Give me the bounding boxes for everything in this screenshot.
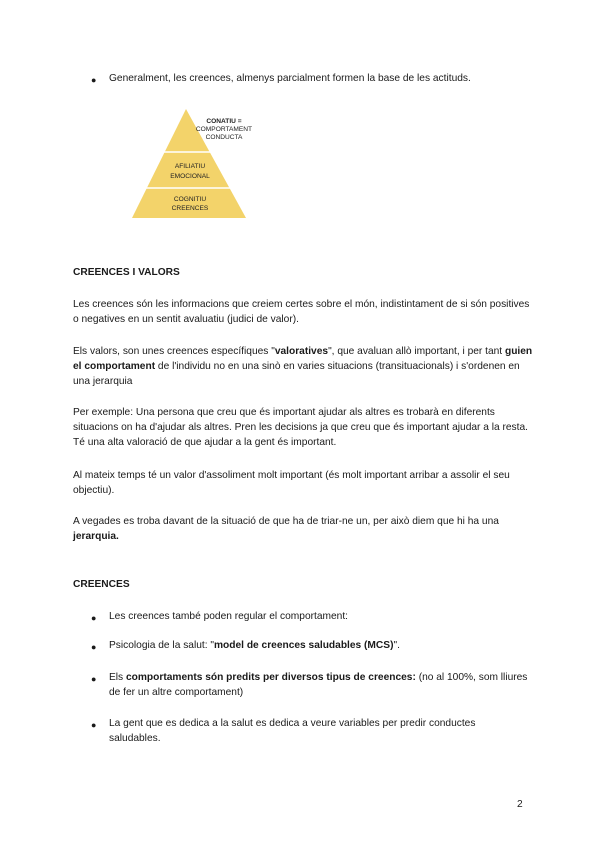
p2-text-a: Els valors, son unes creences específiques " — [73, 346, 275, 357]
bullet-dot: ● — [91, 613, 97, 623]
pyramid-bottom-label-1: COGNITIU — [173, 196, 207, 203]
pyramid-top-label-1: CONATIU = — [206, 118, 242, 125]
pyramid-top-label-2: COMPORTAMENT — [195, 126, 253, 133]
bullet-dot: ● — [91, 75, 97, 85]
intro-bullet-text: Generalment, les creences, almenys parcialment formen la base de les actituds. — [109, 73, 471, 84]
section-heading-creences: CREENCES — [73, 579, 130, 590]
b2-text-a: Psicologia de la salut: " — [109, 640, 214, 651]
attitude-pyramid-diagram — [130, 106, 280, 221]
p2-text-c: ", que avaluan allò important, i per tant — [328, 346, 505, 357]
p5-bold-jerarquia: jerarquia. — [73, 531, 119, 542]
bullet-psicologia-salut — [109, 638, 529, 653]
paragraph-jerarquia — [73, 514, 533, 544]
p2-bold-valoratives: valoratives — [274, 346, 329, 357]
pyramid-top-label-3: CONDUCTA — [205, 134, 243, 141]
bullet-comportaments-predits — [109, 670, 529, 700]
b2-bold-mcs: model de creences saludables (MCS) — [213, 640, 394, 651]
paragraph-exemple: Per exemple: Una persona que creu que és important ajudar als altres es trobarà en diferents situacions on ha d'ajudar als altres. Pren les decisions ja que creu que és important ajudar a la resta. Té una alta valoració de que ajudar a la gent és important. — [73, 407, 528, 448]
bullet-dot: ● — [91, 642, 97, 652]
bullet-dot: ● — [91, 720, 97, 730]
b3-text-c: (no al 100%, som lliures de fer un altre comportament) — [109, 672, 528, 698]
b3-bold-predits: comportaments són predits per diversos tipus de creences: — [125, 672, 416, 683]
page-number: 2 — [517, 799, 523, 810]
bullet-gent-salut: La gent que es dedica a la salut es dedica a veure variables per predir conductes saludables. — [109, 718, 476, 744]
p2-text-e: de l'individu no en una sinò en varies situacions (transituacionals) i s'ordenen en una jerarquia — [73, 361, 520, 387]
p2-bold-guien: guien el comportament — [73, 346, 533, 372]
section-heading-creences-valors: CREENCES I VALORS — [73, 267, 180, 278]
pyramid-mid-label-1: AFILIATIU — [174, 163, 206, 170]
bullet-regular-comportament: Les creences també poden regular el comportament: — [109, 611, 348, 622]
pyramid-mid-label-2: EMOCIONAL — [170, 173, 210, 180]
pyramid-bottom-label-2: CREENCES — [171, 205, 209, 212]
b2-text-c: ". — [393, 640, 400, 651]
bullet-dot: ● — [91, 674, 97, 684]
paragraph-valors — [73, 344, 533, 389]
paragraph-creences-definition: Les creences són les informacions que creiem certes sobre el món, indistintament de si són positives o negatives en un sentit avaluatiu (judici de valor). — [73, 299, 530, 325]
paragraph-assoliment: Al mateix temps té un valor d'assoliment molt important (és molt important arribar a assolir el seu objectiu). — [73, 470, 510, 496]
b3-text-a: Els — [109, 672, 126, 683]
p5-text-a: A vegades es troba davant de la situació de que ha de triar-ne un, per això diem que hi ha una — [73, 516, 499, 527]
